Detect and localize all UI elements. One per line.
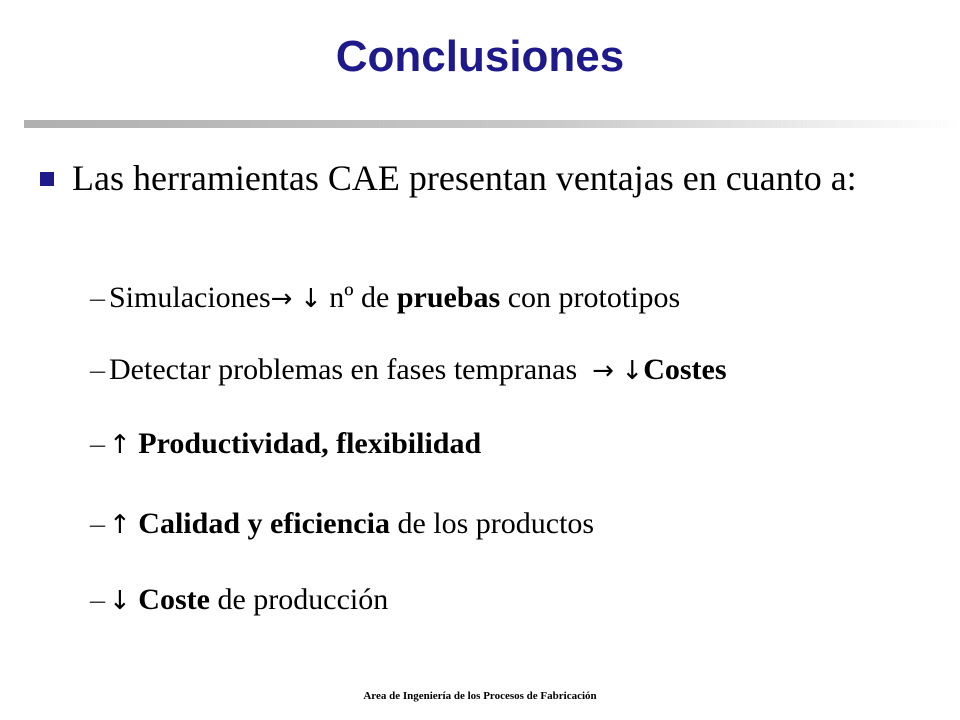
sub-item-text: nº de — [321, 281, 397, 314]
dash-marker: – — [90, 281, 105, 314]
sub-item-coste — [90, 582, 388, 619]
sub-item-text: con prototipos — [500, 281, 681, 314]
sub-item-productividad — [90, 426, 481, 463]
sub-item-detectar — [90, 352, 727, 389]
sub-item-emphasis: Costes — [643, 353, 727, 386]
arrow-down-icon: ↓ — [299, 284, 322, 314]
arrow-up-icon: ↑ — [109, 430, 131, 460]
sub-item-simulaciones — [90, 280, 680, 317]
dash-marker: – — [90, 583, 105, 616]
sub-item-emphasis: pruebas — [396, 281, 501, 314]
sub-item-text: Detectar problemas en fases tempranas — [109, 353, 585, 386]
sub-item-emphasis: Productividad, flexibilidad — [138, 427, 482, 460]
title-divider — [24, 120, 960, 128]
sub-item-emphasis: Calidad y eficiencia — [138, 507, 390, 540]
sub-item-calidad — [90, 506, 594, 543]
sub-item-text: de los productos — [389, 507, 595, 540]
sub-item-text: Simulaciones — [109, 281, 271, 314]
dash-marker: – — [90, 353, 105, 386]
slide-title: Conclusiones — [335, 32, 625, 81]
dash-marker: – — [90, 507, 105, 540]
main-bullet-text: Las herramientas CAE presentan ventajas en cuanto a: — [72, 158, 857, 198]
arrow-up-icon: ↑ — [109, 510, 131, 540]
arrow-down-icon: ↓ — [621, 356, 644, 386]
arrow-down-icon: ↓ — [109, 586, 131, 616]
arrow-right-icon: → — [592, 356, 614, 386]
slide-footer: Area de Ingeniería de los Procesos de Fabricación — [363, 690, 597, 702]
square-bullet-icon — [40, 172, 54, 186]
sub-item-emphasis: Coste — [138, 583, 210, 616]
arrow-right-icon: → — [270, 284, 293, 314]
dash-marker: – — [90, 427, 105, 460]
sub-item-text: de producción — [209, 583, 389, 616]
